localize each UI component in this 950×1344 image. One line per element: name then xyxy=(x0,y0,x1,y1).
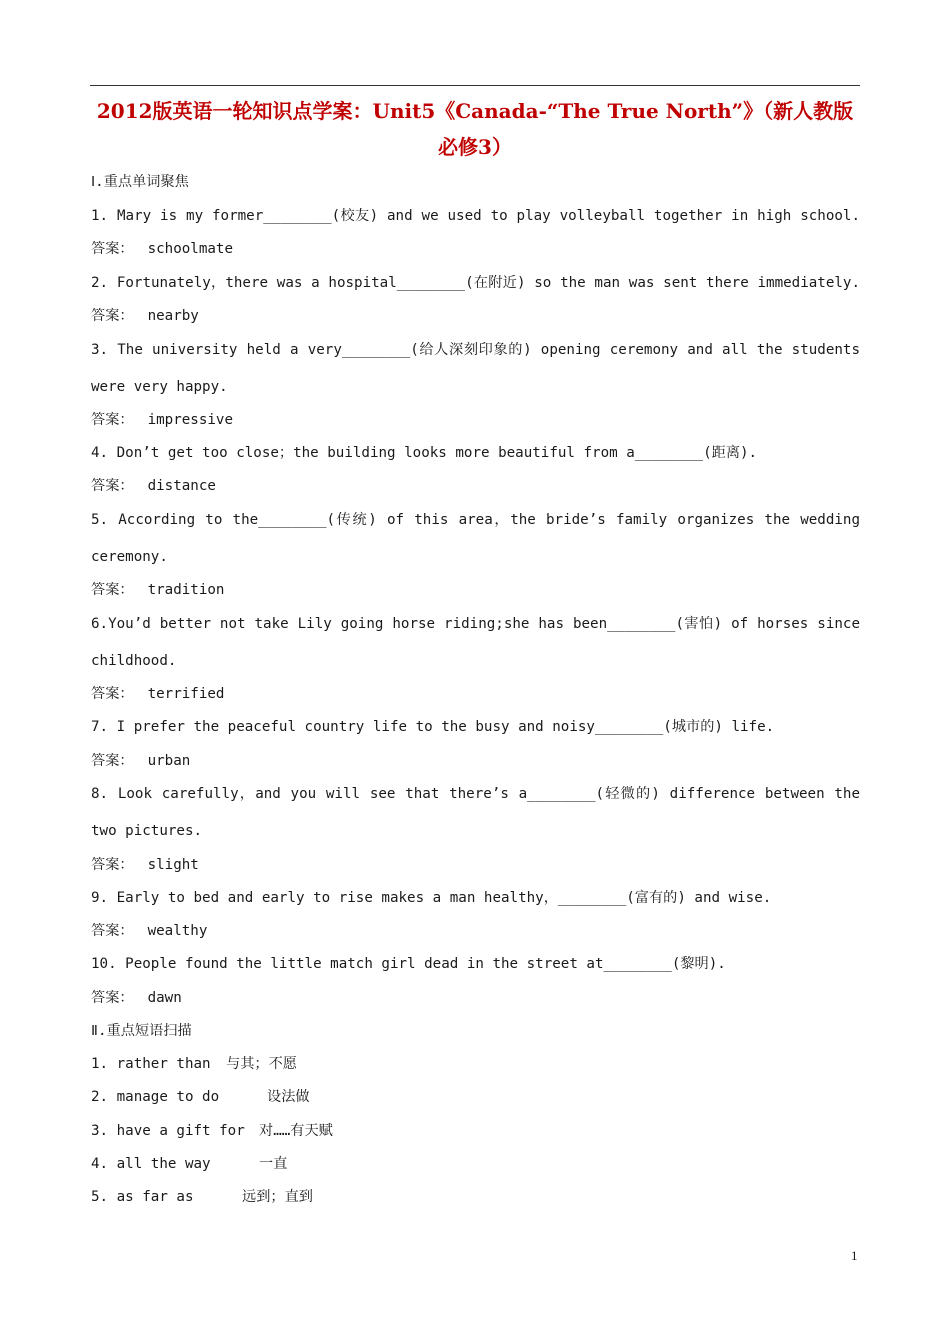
answer-10: 答案： dawn xyxy=(91,990,182,1006)
answer-8: 答案： slight xyxy=(91,857,199,873)
question-6-cont: childhood. xyxy=(91,653,177,669)
answer-7: 答案： urban xyxy=(91,753,191,769)
phrase-3: 3. have a gift for 对……有天赋 xyxy=(91,1123,333,1139)
section1-heading: Ⅰ.重点单词聚焦 xyxy=(91,174,189,190)
answer-1: 答案： schoolmate xyxy=(91,241,233,257)
phrase-1: 1. rather than 与其；不愿 xyxy=(91,1056,297,1072)
section2-heading: Ⅱ.重点短语扫描 xyxy=(91,1023,192,1039)
answer-3: 答案： impressive xyxy=(91,412,233,428)
answer-9: 答案： wealthy xyxy=(91,923,208,939)
question-2: 2. Fortunately，there was a hospital________(在附近) so the man was sent there immediately. xyxy=(91,275,860,291)
phrase-4: 4. all the way 一直 xyxy=(91,1156,288,1172)
answer-6: 答案： terrified xyxy=(91,686,225,702)
question-9: 9. Early to bed and early to rise makes a man healthy，________(富有的) and wise. xyxy=(91,890,772,906)
title-line-1: 2012版英语一轮知识点学案：Unit5《Canada-“The True North”》（新人教版 xyxy=(96,99,854,123)
title-line-2: 必修3） xyxy=(438,135,512,159)
document-title xyxy=(90,93,860,165)
page-number: 1 xyxy=(851,1248,858,1263)
question-8: 8. Look carefully，and you will see that there’s a________(轻微的) difference between the xyxy=(91,786,860,802)
question-5-cont: ceremony. xyxy=(91,549,168,565)
question-4: 4. Don’t get too close；the building looks more beautiful from a________(距离). xyxy=(91,445,758,461)
phrase-2: 2. manage to do 设法做 xyxy=(91,1089,310,1105)
question-3: 3. The university held a very________(给人深刻印象的) opening ceremony and all the students xyxy=(91,342,860,358)
question-10: 10. People found the little match girl dead in the street at________(黎明). xyxy=(91,956,726,972)
question-8-cont: two pictures. xyxy=(91,823,203,839)
question-7: 7. I prefer the peaceful country life to the busy and noisy________(城市的) life. xyxy=(91,719,775,735)
question-1: 1. Mary is my former________(校友) and we used to play volleyball together in high school. xyxy=(91,208,860,224)
header-rule xyxy=(90,85,860,86)
answer-5: 答案： tradition xyxy=(91,582,225,598)
phrase-5: 5. as far as 远到；直到 xyxy=(91,1189,313,1205)
answer-4: 答案： distance xyxy=(91,478,216,494)
question-5: 5. According to the________(传统) of this area，the bride’s family organizes the wedding xyxy=(91,512,860,528)
question-6: 6.You’d better not take Lily going horse riding;she has been________(害怕) of horses since xyxy=(91,616,860,632)
question-3-cont: were very happy. xyxy=(91,379,228,395)
answer-2: 答案： nearby xyxy=(91,308,199,324)
